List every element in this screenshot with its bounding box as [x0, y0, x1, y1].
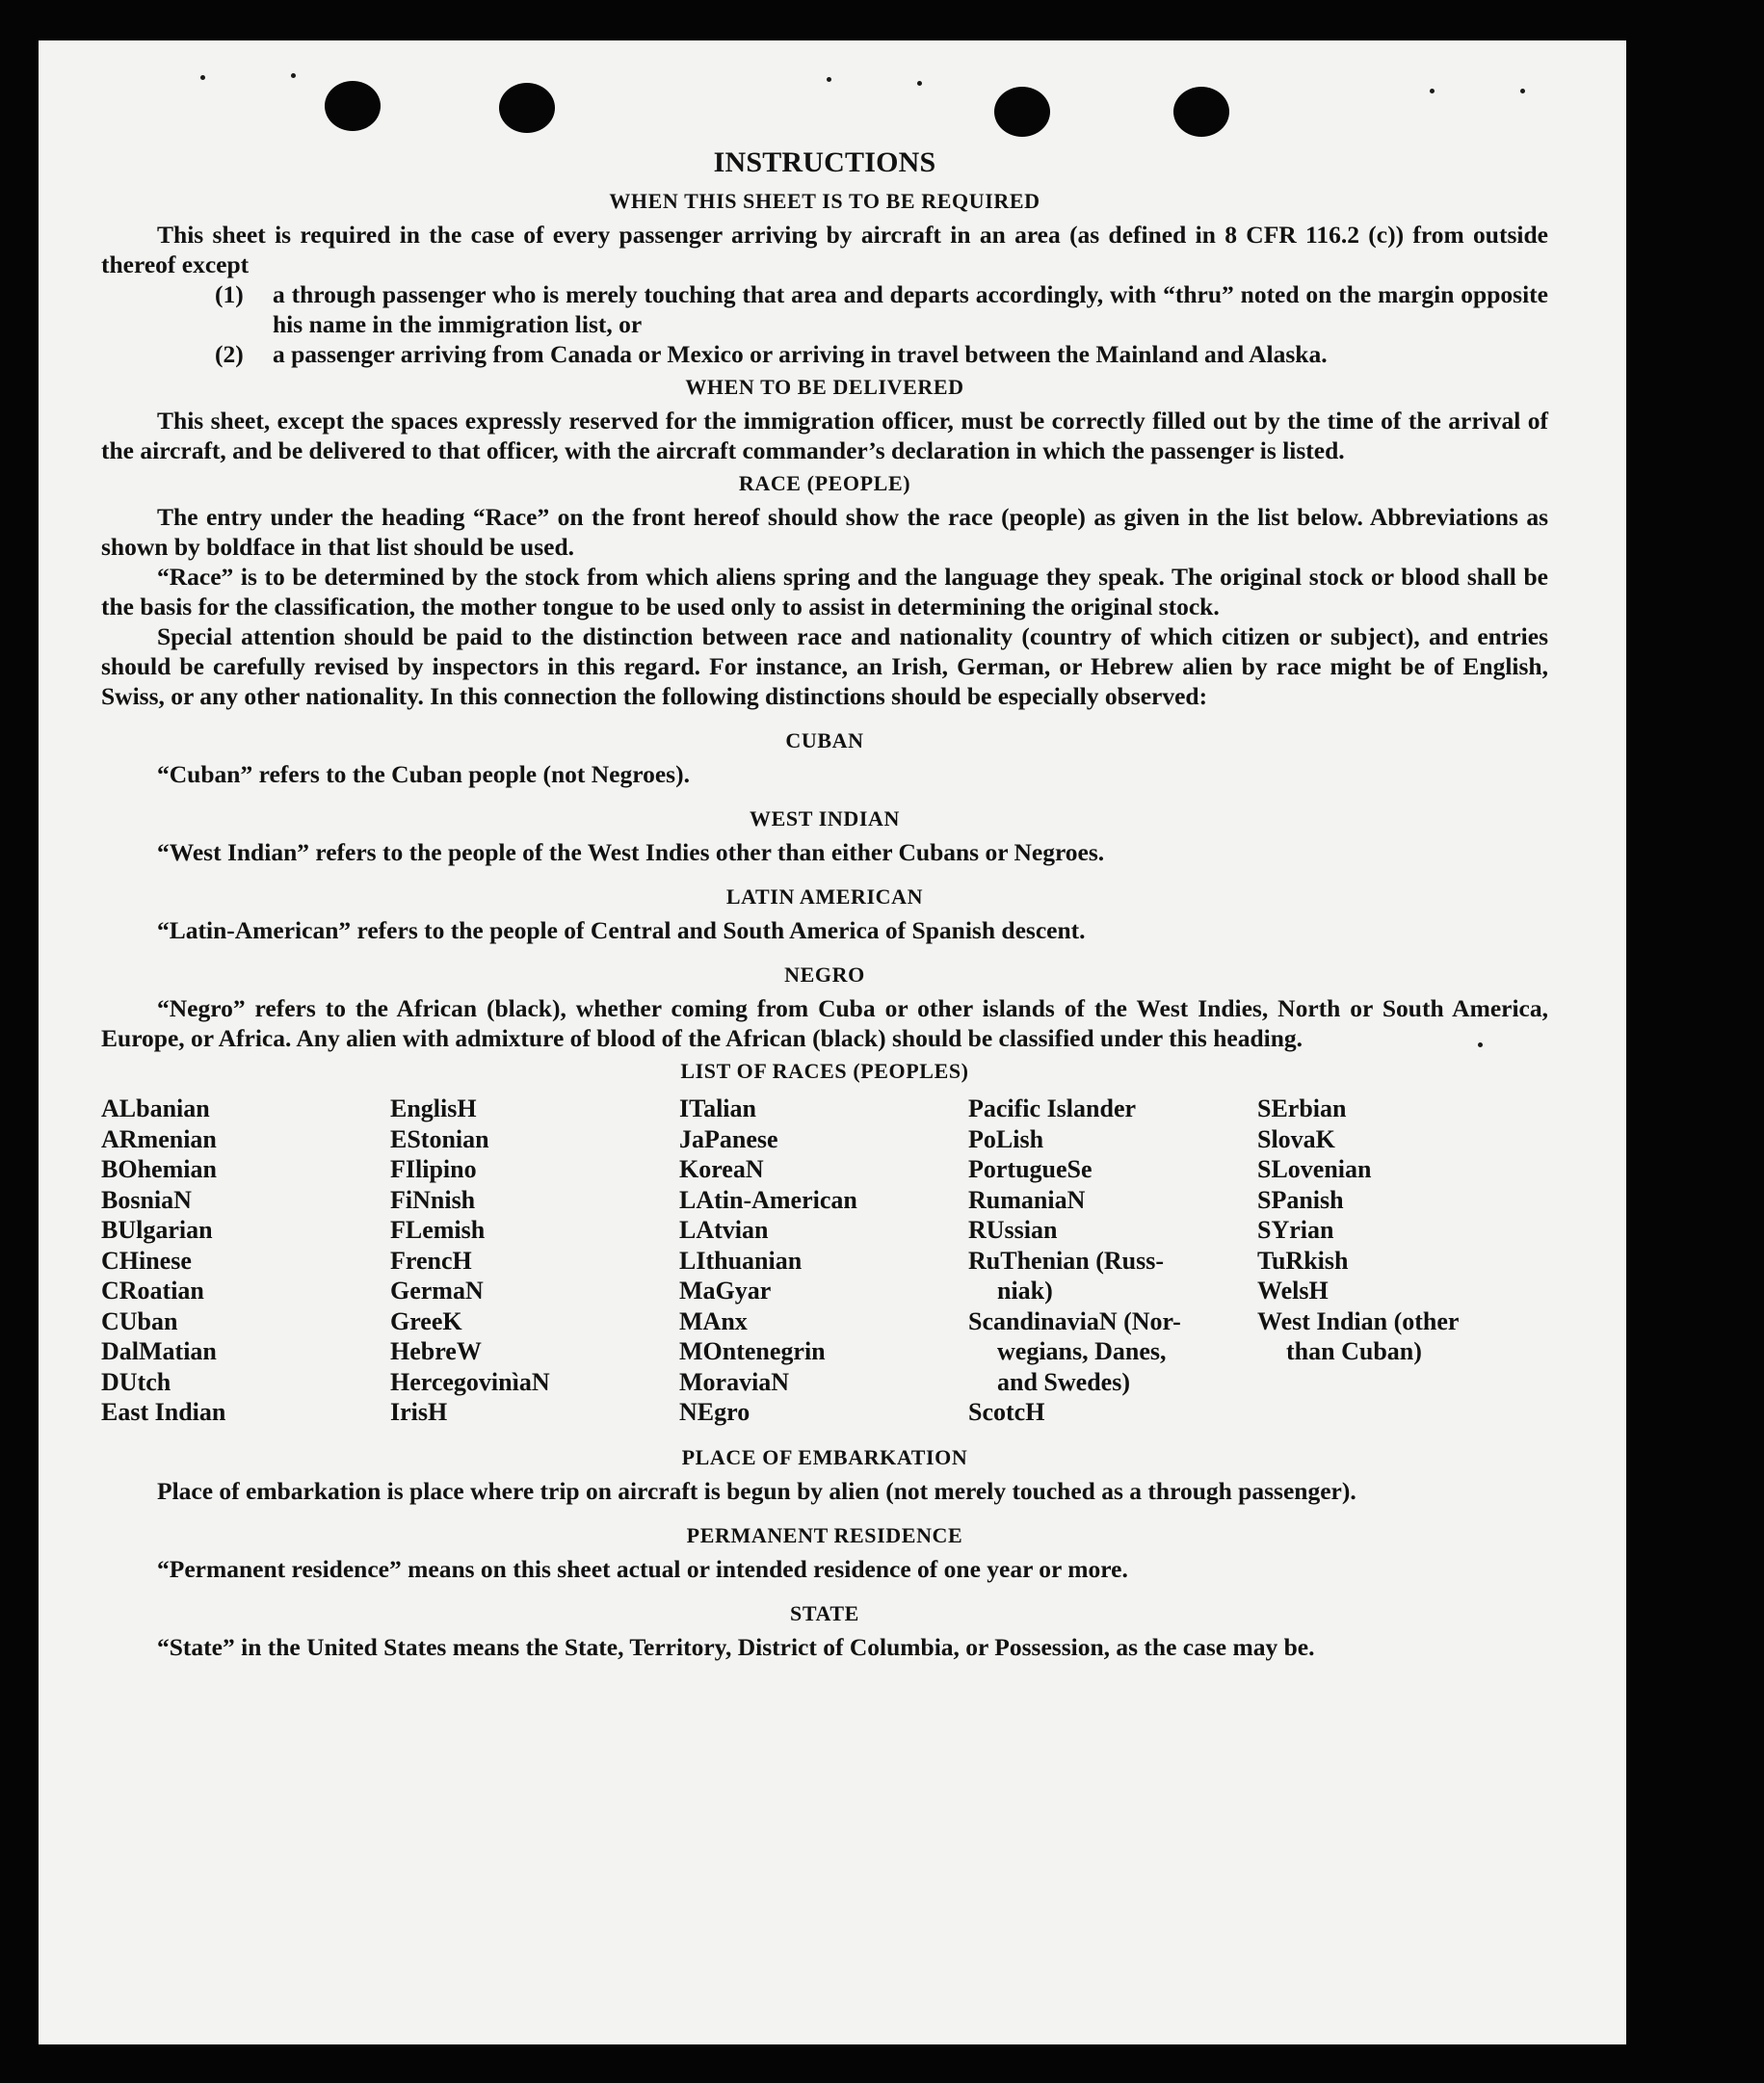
- section-heading-embarkation: PLACE OF EMBARKATION: [681, 1444, 968, 1469]
- race-entry: FrencH: [390, 1246, 472, 1275]
- page-title: INSTRUCTIONS: [713, 146, 936, 178]
- race-entry: East Indian: [101, 1398, 226, 1426]
- exception-item: [215, 279, 1548, 339]
- race-entry: RuThenian (Russ-: [968, 1246, 1165, 1275]
- residence-text: “Permanent residence” means on this sheet actual or intended residence of one year or more.: [157, 1554, 1128, 1583]
- section-heading-delivered: WHEN TO BE DELIVERED: [685, 375, 964, 399]
- race-entry: FiNnish: [390, 1185, 476, 1214]
- speck: [291, 73, 296, 78]
- exception-text: a passenger arriving from Canada or Mexico or arriving in travel between the Mainland and Alaska.: [273, 340, 1328, 368]
- section-heading-residence: PERMANENT RESIDENCE: [686, 1522, 963, 1547]
- exception-number: (2): [215, 340, 244, 368]
- race-entry: SlovaK: [1257, 1124, 1335, 1153]
- section-heading-race: RACE (PEOPLE): [738, 471, 911, 495]
- section-heading-cuban: CUBAN: [785, 728, 864, 752]
- race-entry: HebreW: [390, 1337, 482, 1365]
- race-entry: ARmenian: [101, 1124, 217, 1153]
- races-column: [968, 1094, 1257, 1428]
- race-entry: CUban: [101, 1306, 178, 1335]
- speck: [1520, 89, 1525, 93]
- state-text: “State” in the United States means the State, Territory, District of Columbia, or Possession, as the case may be.: [157, 1632, 1315, 1661]
- section-heading-state: STATE: [790, 1600, 859, 1625]
- embarkation-text: Place of embarkation is place where trip on aircraft is begun by alien (not merely touched as a through passenger).: [157, 1476, 1356, 1505]
- race-entry: SLovenian: [1257, 1155, 1372, 1183]
- speck: [200, 75, 205, 80]
- race-entry: BosniaN: [101, 1185, 192, 1214]
- race-entry: GreeK: [390, 1306, 462, 1335]
- race-entry: MOntenegrin: [679, 1337, 826, 1365]
- race-entry: LAtvian: [679, 1216, 769, 1244]
- race-entry: EStonian: [390, 1124, 489, 1153]
- race-entry: FIlipino: [390, 1155, 477, 1183]
- race-entry: IrisH: [390, 1398, 448, 1426]
- negro-text: “Negro” refers to the African (black), whether coming from Cuba or other islands of the West Indies, North or South America, Europe, or Africa. Any alien with admixture of blood of the African (black) should be classified under this heading.: [101, 994, 1548, 1052]
- race-entry: and Swedes): [997, 1367, 1130, 1396]
- punch-hole: [325, 81, 381, 131]
- race-entry: ScandinaviaN (Nor-: [968, 1306, 1181, 1335]
- section-heading-list-of-races: LIST OF RACES (PEOPLES): [680, 1059, 969, 1083]
- race-entry: NEgro: [679, 1398, 750, 1426]
- instructions-content: [101, 146, 1548, 1662]
- race-entry: DalMatian: [101, 1337, 217, 1365]
- race-entry: SYrian: [1257, 1216, 1334, 1244]
- west-indian-text: “West Indian” refers to the people of the West Indies other than either Cubans or Negroes.: [157, 838, 1105, 866]
- race-entry: CRoatian: [101, 1277, 204, 1305]
- race-entry: WelsH: [1257, 1277, 1329, 1305]
- punch-hole: [1173, 87, 1229, 137]
- required-intro: This sheet is required in the case of every passenger arriving by aircraft in an area (as defined in 8 CFR 116.2 (c)) from outside thereof except: [101, 221, 1548, 278]
- punch-hole: [499, 83, 555, 133]
- race-entry: ScotcH: [968, 1398, 1045, 1426]
- race-entry: GermaN: [390, 1277, 484, 1305]
- section-heading-negro: NEGRO: [784, 962, 865, 987]
- race-entry: TuRkish: [1257, 1246, 1349, 1275]
- punch-hole: [994, 87, 1050, 137]
- race-entry: MaGyar: [679, 1277, 772, 1305]
- race-entry: HercegovinìaN: [390, 1367, 550, 1396]
- races-column: [1257, 1094, 1546, 1428]
- section-heading-required: WHEN THIS SHEET IS TO BE REQUIRED: [609, 189, 1040, 213]
- race-entry: ITalian: [679, 1094, 756, 1122]
- race-entry: LAtin-American: [679, 1185, 857, 1214]
- race-entry: BUlgarian: [101, 1216, 213, 1244]
- race-entry: wegians, Danes,: [997, 1337, 1167, 1365]
- race-entry: FLemish: [390, 1216, 486, 1244]
- race-entry: RUssian: [968, 1216, 1058, 1244]
- race-entry: CHinese: [101, 1246, 192, 1275]
- exception-item: [215, 339, 1548, 369]
- races-column: [679, 1094, 968, 1428]
- speck: [1430, 89, 1435, 93]
- exception-number: (1): [215, 280, 244, 308]
- speck: [917, 81, 922, 86]
- race-entry: niak): [997, 1277, 1053, 1305]
- exception-text: a through passenger who is merely touching that area and departs accordingly, with “thru” noted on the margin opposite his name in the immigration list, or: [273, 280, 1548, 338]
- race-entry: PortugueSe: [968, 1155, 1093, 1183]
- race-entry: JaPanese: [679, 1124, 778, 1153]
- race-entry: KoreaN: [679, 1155, 764, 1183]
- race-entry: MAnx: [679, 1306, 748, 1335]
- race-entry: Pacific Islander: [968, 1094, 1137, 1122]
- race-entry: ALbanian: [101, 1094, 210, 1122]
- races-list: [101, 1094, 1548, 1428]
- section-heading-latin-american: LATIN AMERICAN: [725, 884, 924, 909]
- race-entry: EnglisH: [390, 1094, 477, 1122]
- delivered-text: This sheet, except the spaces expressly reserved for the immigration officer, must be correctly filled out by the time of the arrival of the aircraft, and be delivered to that officer, with the aircraft commander’s declaration in which the passenger is listed.: [101, 407, 1548, 464]
- race-entry: DUtch: [101, 1367, 171, 1396]
- race-paragraph: The entry under the heading “Race” on the front hereof should show the race (people) as given in the list below. Abbreviations as shown by boldface in that list should be used.: [101, 503, 1548, 561]
- race-entry: West Indian (other: [1257, 1306, 1460, 1335]
- races-column: [390, 1094, 679, 1428]
- race-paragraph: “Race” is to be determined by the stock from which aliens spring and the language they speak. The original stock or blood shall be the basis for the classification, the mother tongue to be used only to assist in determining the original stock.: [101, 563, 1548, 620]
- section-heading-west-indian: WEST INDIAN: [750, 806, 900, 831]
- document-page: [39, 40, 1626, 2044]
- races-column: [101, 1094, 390, 1428]
- race-entry: BOhemian: [101, 1155, 217, 1183]
- cuban-text: “Cuban” refers to the Cuban people (not Negroes).: [157, 760, 690, 788]
- race-entry: PoLish: [968, 1124, 1044, 1153]
- race-entry: LIthuanian: [679, 1246, 803, 1275]
- race-entry: SPanish: [1257, 1185, 1344, 1214]
- speck: [827, 77, 831, 82]
- race-entry: SErbian: [1257, 1094, 1347, 1122]
- latin-american-text: “Latin-American” refers to the people of Central and South America of Spanish descent.: [157, 916, 1086, 944]
- race-paragraph: Special attention should be paid to the distinction between race and nationality (country of which citizen or subject), and entries should be carefully revised by inspectors in this regard. For instance, an Irish, German, or Hebrew alien by race might be of English, Swiss, or any other nationality. In this connection the following distinctions should be especially observed:: [101, 622, 1548, 710]
- race-entry: RumaniaN: [968, 1185, 1086, 1214]
- race-entry: than Cuban): [1286, 1337, 1422, 1365]
- race-entry: MoraviaN: [679, 1367, 790, 1396]
